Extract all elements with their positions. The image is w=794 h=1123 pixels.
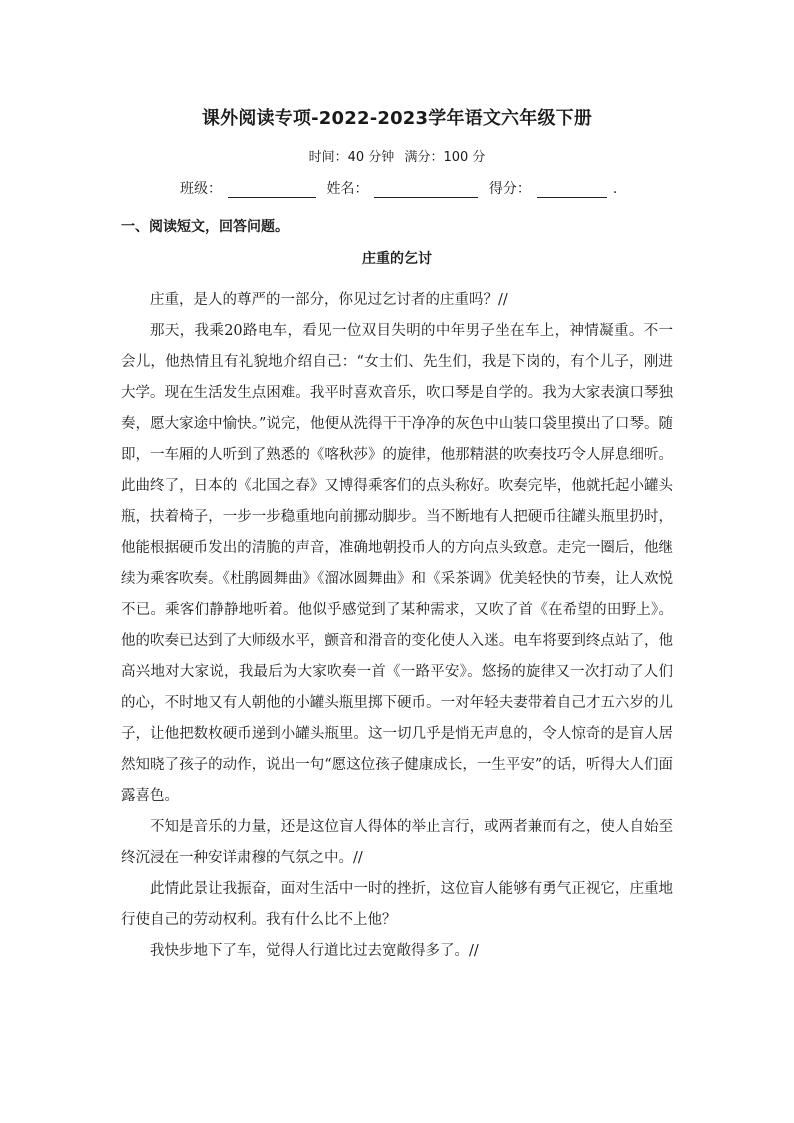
paragraph-3: 不知是音乐的力量，还是这位盲人得体的举止言行，或两者兼而有之，使人自始至终沉浸在一种安详肃穆的气氛之中。//: [121, 819, 673, 866]
paragraph-4: 此情此景让我振奋，面对生活中一时的挫折，这位盲人能够有勇气正视它，庄重地行使自己的劳动权利。我有什么比不上他？: [121, 881, 673, 928]
full-score: 满分：100 分: [404, 150, 486, 165]
exam-meta: [0, 146, 794, 165]
article-title: 庄重的乞讨: [362, 251, 432, 267]
class-label: 班级：: [180, 181, 222, 197]
section-heading: 一、阅读短文，回答问题。: [121, 219, 289, 235]
article-body: [121, 285, 673, 967]
page-title: 课外阅读专项-2022-2023学年语文六年级下册: [201, 108, 593, 129]
name-label: 姓名：: [326, 181, 369, 197]
name-blank[interactable]: [374, 183, 478, 198]
class-blank[interactable]: [228, 183, 316, 198]
paragraph-2: 那天，我乘20路电车，看见一位双目失明的中年男子坐在车上，神情凝重。不一会儿，他热情且有礼貌地介绍自己：“女士们、先生们，我是下岗的，有个儿子，刚进大学。现在生活发生点困难。我平时喜欢音乐，吹口琴是自学的。我为大家表演口琴独奏，愿大家途中愉快。”说完，他便从洗得干干净净的灰色中山装口袋里摸出了口琴。随即，一车厢的人听到了熟悉的《喀秋莎》的旋律，他那精湛的吹奏技巧令人屏息细听。此曲终了，日本的《北国之春》又博得乘客们的点头称好。吹奏完毕，他就托起小罐头瓶，扶着椅子，一步一步稳重地向前挪动脚步。当不断地有人把硬币往罐头瓶里扔时，他能根据硬币发出的清脆的声音，准确地朝投币人的方向点头致意。走完一圈后，他继续为乘客吹奏。《杜鹃圆舞曲》《溜冰圆舞曲》和《采茶调》优美轻快的节奏，让人欢悦不已。乘客们静静地听着。他似乎感觉到了某种需求，又吹了首《在希望的田野上》。他的吹奏已达到了大师级水平，颤音和滑音的变化使人入迷。电车将要到终点站了，他高兴地对大家说，我最后为大家吹奏一首《一路平安》。悠扬的旋律又一次打动了人们的心，不时地又有人朝他的小罐头瓶里掷下硬币。一对年轻夫妻带着自己才五六岁的儿子，让他把数枚硬币递到小罐头瓶里。这一切几乎是悄无声息的，令人惊奇的是盲人居然知晓了孩子的动作，说出一句“愿这位孩子健康成长，一生平安”的话，听得大人们面露喜色。: [121, 323, 673, 804]
paragraph-5: 我快步地下了车，觉得人行道比过去宽敞得多了。//: [150, 943, 479, 959]
fields-end-dot: .: [612, 181, 618, 197]
paragraph-1: 庄重，是人的尊严的一部分，你见过乞讨者的庄重吗？//: [150, 292, 508, 308]
student-info-fields: [180, 178, 640, 198]
score-blank[interactable]: [537, 183, 607, 198]
time-limit: 时间：40 分钟: [308, 150, 395, 165]
score-label: 得分：: [488, 181, 531, 197]
